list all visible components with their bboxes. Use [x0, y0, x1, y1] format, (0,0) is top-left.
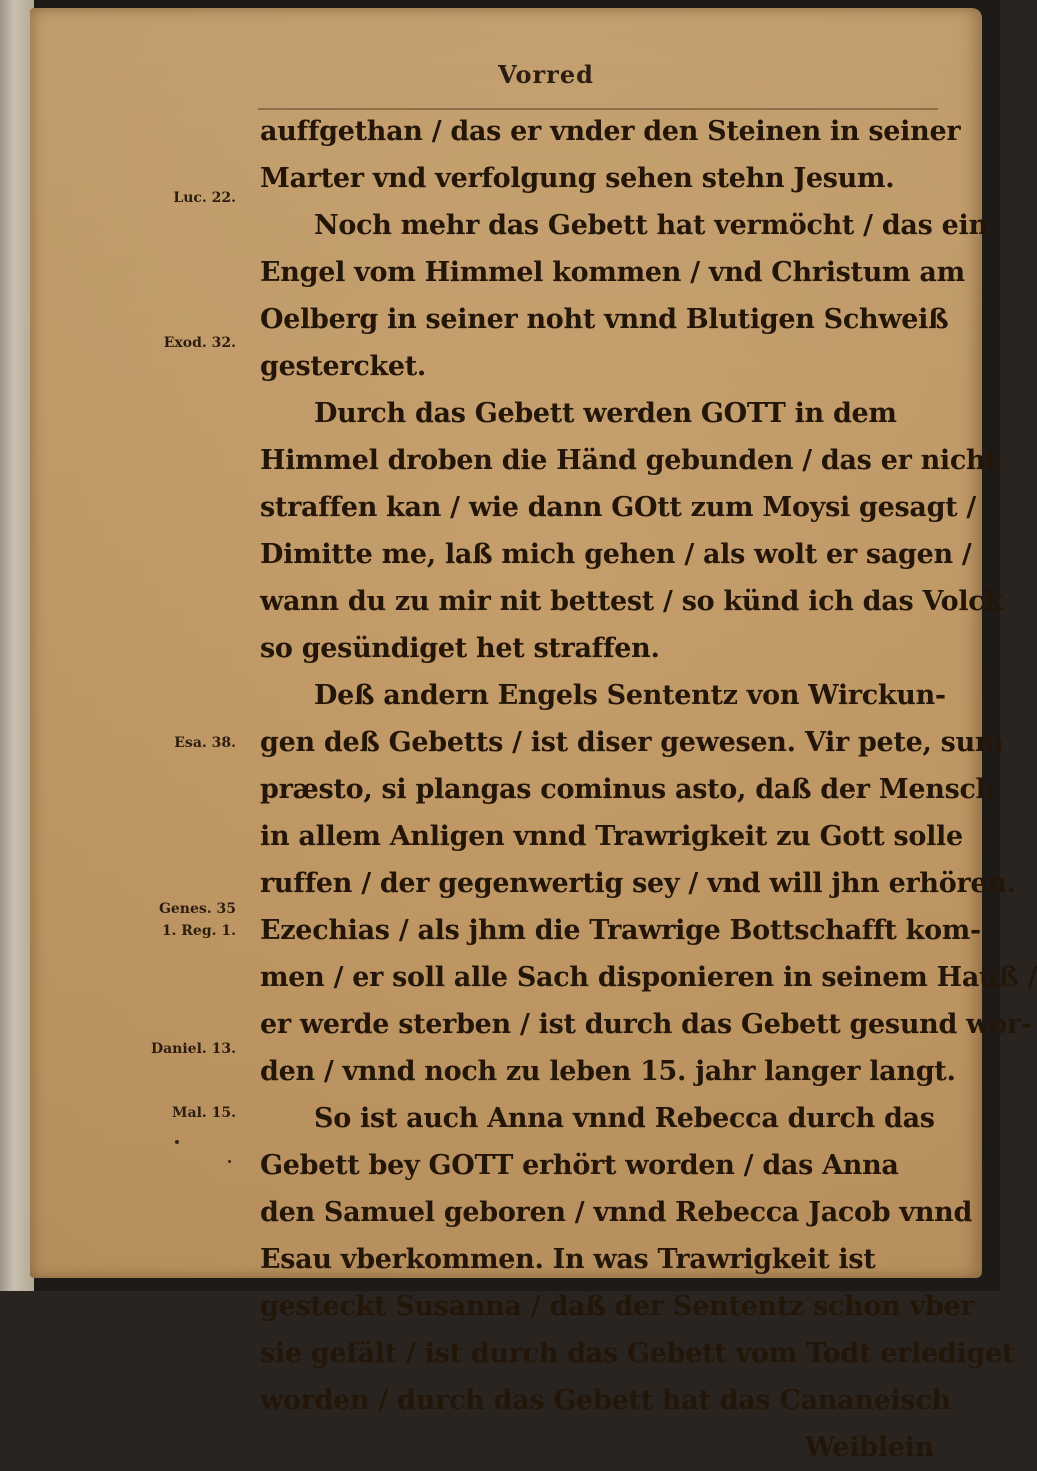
text-line: gestercket.	[260, 351, 427, 382]
text-line: Noch mehr das Gebett hat vermöcht / das ein	[314, 210, 988, 241]
text-line: so gesündiget het straffen.	[260, 633, 660, 664]
text-line: Deß andern Engels Sententz von Wirckun-	[314, 680, 946, 711]
text-line: Dimitte me, laß mich gehen / als wolt er sagen /	[260, 539, 972, 570]
text-line: worden / durch das Gebett hat das Cananeisch	[260, 1385, 951, 1416]
text-line: Oelberg in seiner noht vnnd Blutigen Schweiß	[260, 304, 949, 335]
text-line: straffen kan / wie dann GOtt zum Moysi gesagt /	[260, 492, 976, 523]
text-line: præsto, si plangas cominus asto, daß der Mensch	[260, 774, 995, 805]
text-line: wann du zu mir nit bettest / so künd ich das Volck	[260, 586, 1003, 617]
text-line: Himmel droben die Händ gebunden / das er nicht	[260, 445, 998, 476]
margin-note: Mal. 15.	[172, 1105, 236, 1121]
ink-speck	[175, 1140, 179, 1144]
book-page	[30, 8, 1037, 1463]
text-line: men / er soll alle Sach disponieren in seinem Hauß /	[260, 962, 1037, 993]
margin-note: 1. Reg. 1.	[161, 923, 236, 939]
text-line: Esau vberkommen. In was Trawrigkeit ist	[260, 1244, 876, 1275]
text-line: Marter vnd verfolgung sehen stehn Jesum.	[260, 163, 895, 194]
text-line: den Samuel geboren / vnnd Rebecca Jacob vnnd	[260, 1197, 973, 1228]
text-line: sie gefält / ist durch das Gebett vom Todt erlediget	[260, 1338, 1015, 1369]
text-line: gesteckt Susanna / daß der Sententz schon vber	[260, 1291, 975, 1322]
margin-note: Exod. 32.	[163, 335, 236, 351]
body-text	[260, 108, 1037, 1471]
text-line: Engel vom Himmel kommen / vnd Christum am	[260, 257, 965, 288]
text-line: Gebett bey GOTT erhört worden / das Anna	[260, 1150, 899, 1181]
text-line: in allem Anligen vnnd Trawrigkeit zu Gott solle	[260, 821, 963, 852]
running-head: Vorred	[498, 60, 594, 89]
text-line: gen deß Gebetts / ist diser gewesen. Vir pete, sum	[260, 727, 1004, 758]
text-line: Ezechias / als jhm die Trawrige Bottschafft kom-	[260, 915, 981, 946]
text-line: er werde sterben / ist durch das Gebett gesund wor-	[260, 1009, 1032, 1040]
margin-note: Esa. 38.	[174, 735, 236, 751]
margin-note: Genes. 35	[158, 901, 236, 917]
text-line: den / vnnd noch zu leben 15. jahr langer langt.	[260, 1056, 956, 1087]
margin-note: Luc. 22.	[173, 190, 236, 206]
text-line: auffgethan / das er vnder den Steinen in seiner	[260, 116, 961, 147]
ink-speck	[228, 1160, 231, 1163]
catchword: Weiblein	[804, 1432, 934, 1463]
book-binding-edge	[0, 0, 34, 1291]
margin-note: Daniel. 13.	[150, 1041, 236, 1057]
text-line: So ist auch Anna vnnd Rebecca durch das	[314, 1103, 935, 1134]
text-line: Durch das Gebett werden GOTT in dem	[314, 398, 897, 429]
text-line: ruffen / der gegenwertig sey / vnd will jhn erhören.	[260, 868, 1016, 899]
